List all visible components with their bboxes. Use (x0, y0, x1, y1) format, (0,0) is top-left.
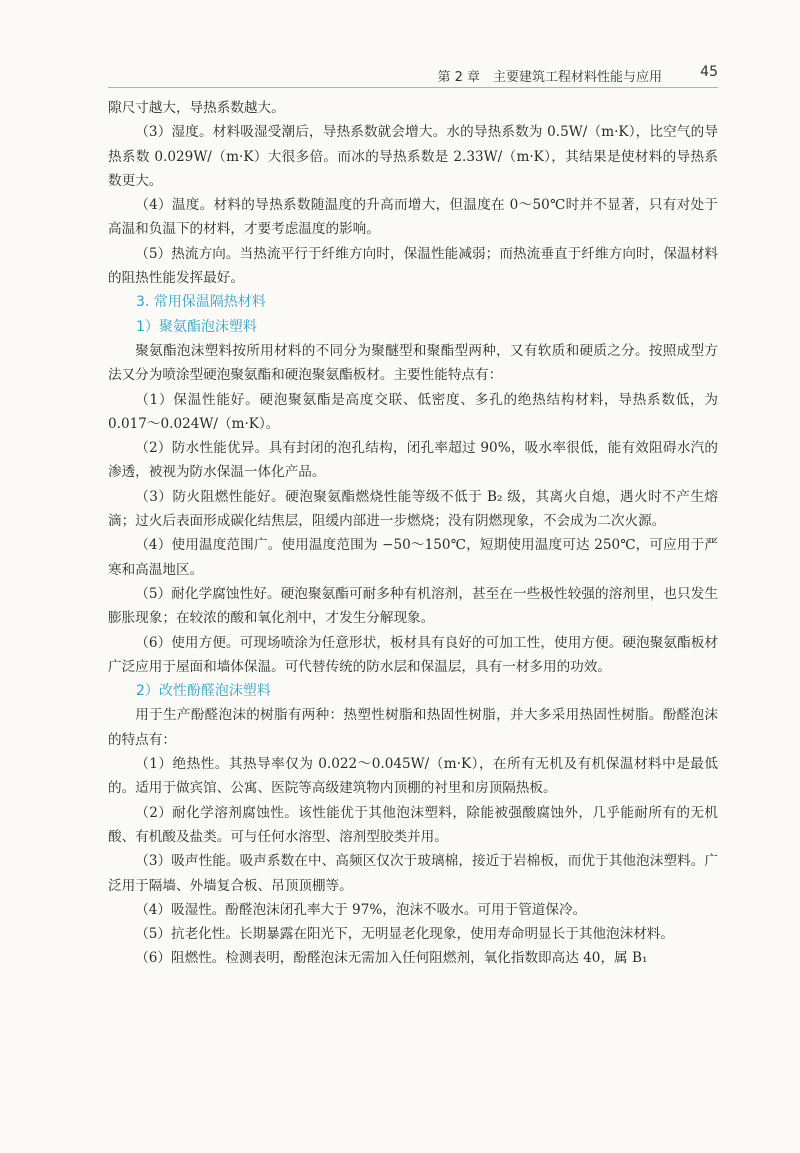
chapter-title: 第 2 章 主要建筑工程材料性能与应用 (437, 70, 662, 85)
header-rule (108, 87, 718, 88)
paragraph: （2）耐化学溶剂腐蚀性。该性能优于其他泡沫塑料，除能被强酸腐蚀外，几乎能耐所有的无机酸、有机酸及盐类。可与任何水溶型、溶剂型胶类并用。 (108, 804, 718, 845)
paragraph: （5）耐化学腐蚀性好。硬泡聚氨酯可耐多种有机溶剂，甚至在一些极性较强的溶剂里，也只发生膨胀现象；在较浓的酸和氧化剂中，才发生分解现象。 (108, 585, 718, 627)
paragraph: （4）使用温度范围广。使用温度范围为 −50～150℃，短期使用温度可达 250℃，可应用于严寒和高温地区。 (108, 537, 718, 578)
paragraph: （5）热流方向。当热流平行于纤维方向时，保温性能减弱；而热流垂直于纤维方向时，保温材料的阻热性能发挥最好。 (108, 245, 718, 287)
paragraph: （3）湿度。材料吸湿受潮后，导热系数就会增大。水的导热系数为 0.5W/（m·K），比空气的导热系数 0.029W/（m·K）大很多倍。而冰的导热系数是 2.33W/（m·K），其结果是使材料的导热系数更大。 (108, 124, 718, 189)
paragraph: 用于生产酚醛泡沫的树脂有两种：热塑性树脂和热固性树脂，并大多采用热固性树脂。酚醛泡沫的特点有： (108, 707, 718, 748)
paragraph: （1）绝热性。其热导率仅为 0.022～0.045W/（m·K），在所有无机及有机保温材料中是最低的。适用于做宾馆、公寓、医院等高级建筑物内顶棚的衬里和房顶隔热板。 (108, 756, 718, 797)
paragraph: 聚氨酯泡沫塑料按所用材料的不同分为聚醚型和聚酯型两种，又有软质和硬质之分。按照成型方法又分为喷涂型硬泡聚氨酯和硬泡聚氨酯板材。主要性能特点有： (108, 342, 718, 384)
page-number: 45 (700, 64, 718, 80)
paragraph: （5）抗老化性。长期暴露在阳光下，无明显老化现象，使用寿命明显长于其他泡沫材料。 (135, 926, 674, 943)
running-header (108, 62, 718, 88)
paragraph: （2）防水性能优异。具有封闭的泡孔结构，闭孔率超过 90%，吸水率很低，能有效阻碍水汽的渗透，被视为防水保温一体化产品。 (108, 440, 718, 481)
subsection-heading: 2）改性酚醛泡沫塑料 (136, 683, 271, 700)
paragraph: （4）温度。材料的导热系数随温度的升高而增大，但温度在 0～50℃时并不显著，只有对处于高温和负温下的材料，才要考虑温度的影响。 (108, 197, 718, 238)
paragraph: 隙尺寸越大，导热系数越大。 (108, 100, 285, 116)
paragraph: （6）阻燃性。检测表明，酚醛泡沫无需加入任何阻燃剂，氧化指数即高达 40，属 B₁ (135, 950, 648, 967)
page-body (108, 96, 718, 971)
paragraph: （3）防火阻燃性能好。硬泡聚氨酯燃烧性能等级不低于 B₂ 级，其离火自熄，遇火时不产生熔滴；过火后表面形成碳化结焦层，阻缓内部进一步燃烧；没有阴燃现象，不会成为二次火源。 (108, 488, 718, 530)
paragraph: （1）保温性能好。硬泡聚氨酯是高度交联、低密度、多孔的绝热结构材料，导热系数低，为 0.017～0.024W/（m·K）。 (108, 391, 718, 432)
subsection-heading: 1）聚氨酯泡沫塑料 (136, 318, 257, 335)
paragraph: （4）吸湿性。酚醛泡沫闭孔率大于 97%，泡沫不吸水。可用于管道保冷。 (135, 901, 587, 918)
paragraph: （3）吸声性能。吸声系数在中、高频区仅次于玻璃棉，接近于岩棉板，而优于其他泡沫塑料。广泛用于隔墙、外墙复合板、吊顶顶棚等。 (108, 853, 718, 894)
section-heading: 3. 常用保温隔热材料 (136, 294, 266, 311)
paragraph: （6）使用方便。可现场喷涂为任意形状，板材具有良好的可加工性，使用方便。硬泡聚氨酯板材广泛应用于屋面和墙体保温。可代替传统的防水层和保温层，具有一材多用的功效。 (108, 634, 718, 675)
